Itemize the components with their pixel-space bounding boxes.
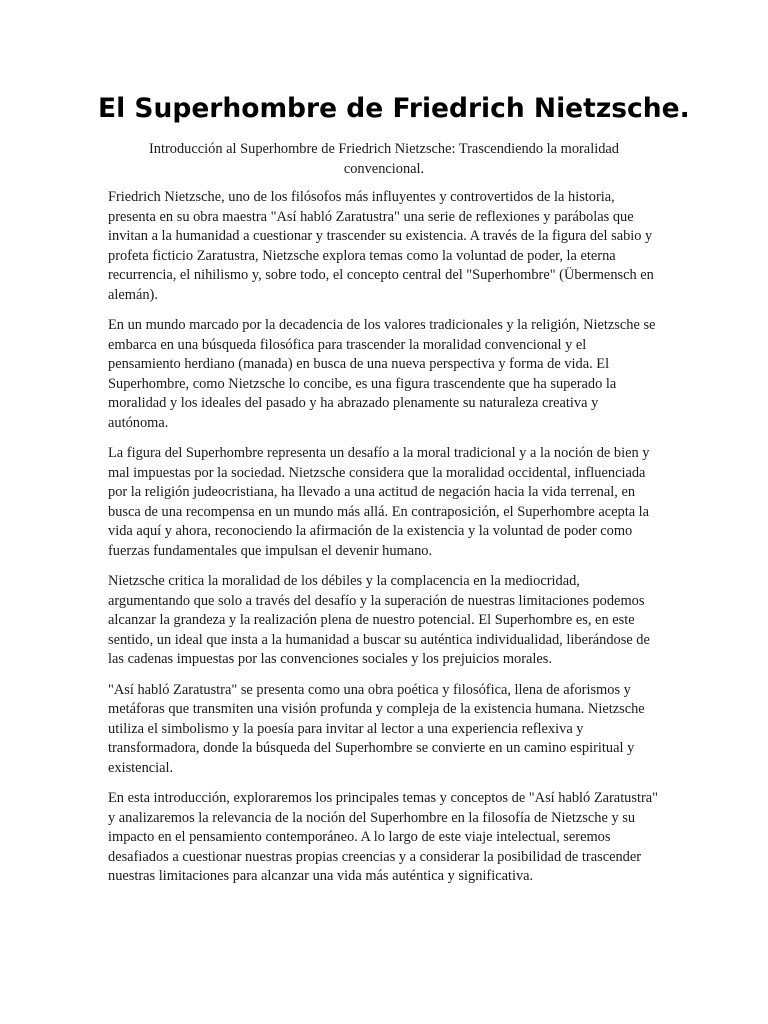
document-subtitle: Introducción al Superhombre de Friedrich Nietzsche: Trascendiendo la moralidad convencional. — [149, 141, 619, 177]
paragraph-4: Nietzsche critica la moralidad de los débiles y la complacencia en la mediocridad, argumentando que solo a través del desafío y la superación de nuestras limitaciones podemos alcanzar la grandeza y la realización plena de nuestro potencial. El Superhombre es, en este sentido, un ideal que insta a la humanidad a buscar su auténtica individualidad, liberándose de las cadenas impuestas por las convenciones sociales y los prejuicios morales. — [108, 573, 650, 667]
paragraph-6: En esta introducción, exploraremos los principales temas y conceptos de "Así habló Zaratustra" y analizaremos la relevancia de la noción del Superhombre en la filosofía de Nietzsche y su impacto en el pensamiento contemporáneo. A lo largo de este viaje intelectual, seremos desafiados a cuestionar nuestras propias creencias y a considerar la posibilidad de trascender nuestras limitaciones para alcanzar una vida más auténtica y significativa. — [108, 790, 659, 884]
document-title: El Superhombre de Friedrich Nietzsche. — [98, 93, 690, 124]
paragraph-1: Friedrich Nietzsche, uno de los filósofos más influyentes y controvertidos de la historia, presenta en su obra maestra "Así habló Zaratustra" una serie de reflexiones y parábolas que invitan a la humanidad a cuestionar y trascender su existencia. A través de la figura del sabio y profeta ficticio Zaratustra, Nietzsche explora temas como la voluntad de poder, la eterna recurrencia, el nihilismo y, sobre todo, el concepto central del "Superhombre" (Übermensch en alemán). — [108, 189, 654, 303]
paragraph-3: La figura del Superhombre representa un desafío a la moral tradicional y a la noción de bien y mal impuestas por la sociedad. Nietzsche considera que la moralidad occidental, influenciada por la religión judeocristiana, ha llevado a una actitud de negación hacia la vida terrenal, en busca de una recompensa en un mundo más allá. En contraposición, el Superhombre acepta la vida aquí y ahora, reconociendo la afirmación de la existencia y la voluntad de poder como fuerzas fundamentales que impulsan el devenir humano. — [108, 445, 650, 559]
paragraph-5: "Así habló Zaratustra" se presenta como una obra poética y filosófica, llena de aforismos y metáforas que transmiten una visión profunda y compleja de la existencia humana. Nietzsche utiliza el simbolismo y la poesía para invitar al lector a una experiencia reflexiva y transformadora, donde la búsqueda del Superhombre se convierte en un camino espiritual y existencial. — [108, 681, 645, 776]
paragraph-2: En un mundo marcado por la decadencia de los valores tradicionales y la religión, Nietzsche se embarca en una búsqueda filosófica para trascender la moralidad convencional y el pensamiento herdiano (manada) en busca de una nueva perspectiva y forma de vida. El Superhombre, como Nietzsche lo concibe, es una figura trascendente que ha superado la moralidad y los ideales del pasado y ha abrazado plenamente su naturaleza creativa y autónoma. — [108, 317, 656, 431]
